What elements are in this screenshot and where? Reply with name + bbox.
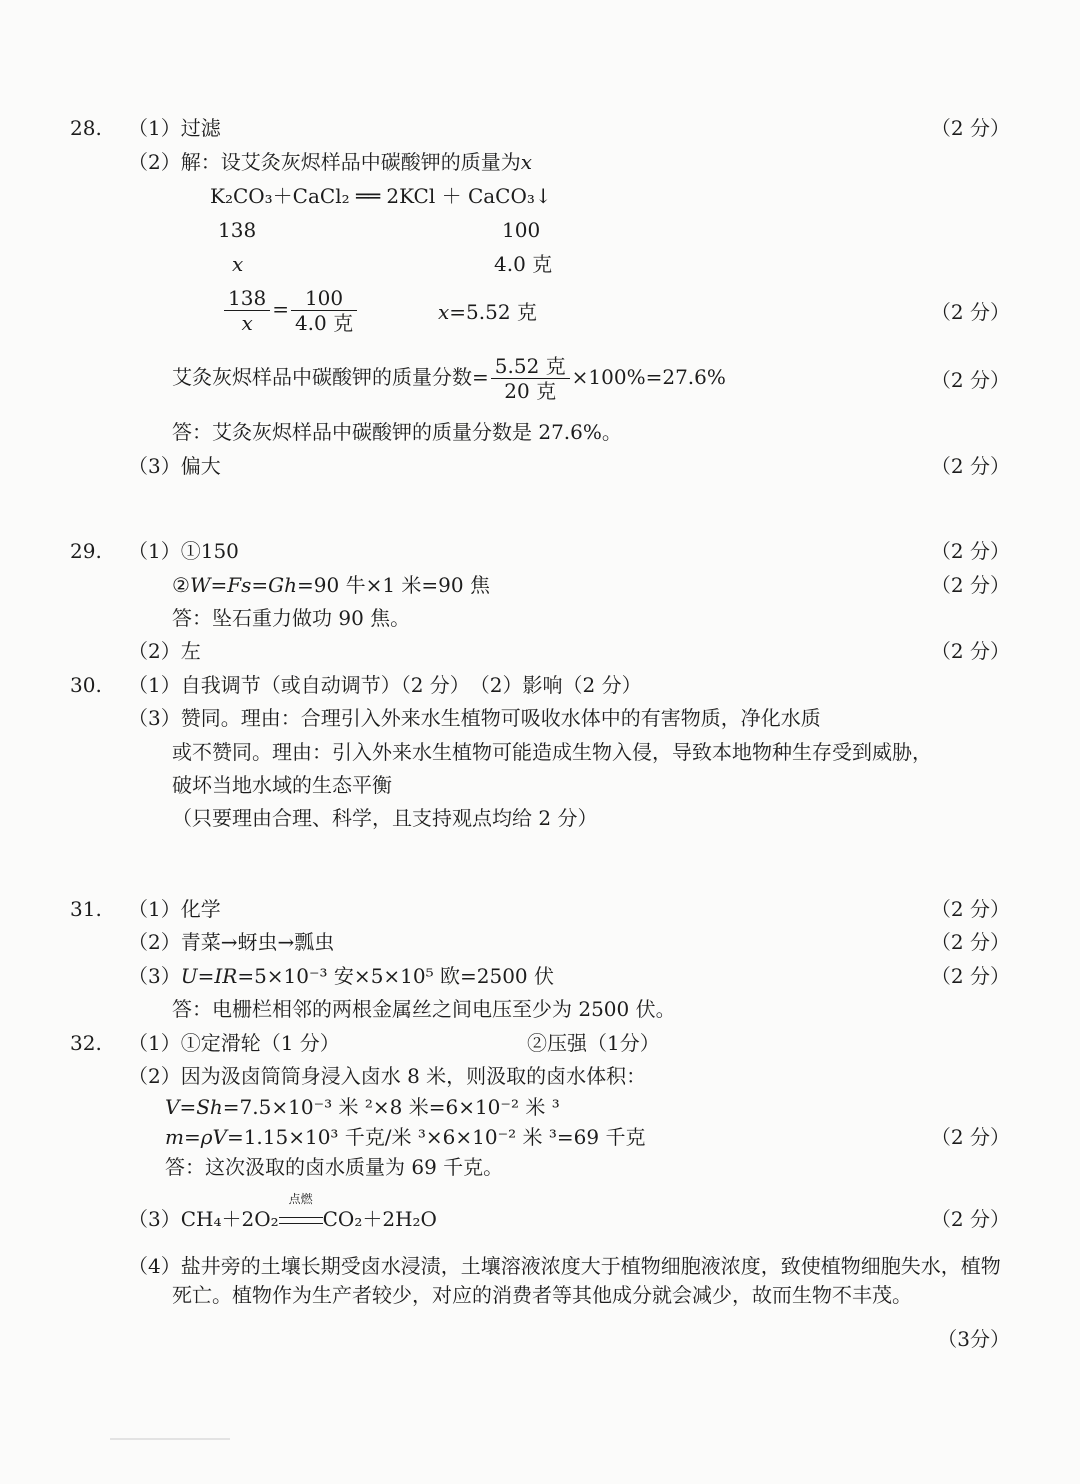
q30-part3-disagree: 或不赞同。理由：引入外来水生植物可能造成生物入侵，导致本地物种生存受到威胁， <box>172 740 932 764</box>
score: （2 分） <box>930 930 1010 954</box>
score: （2 分） <box>930 1125 1010 1149</box>
q28-mass-x: x <box>232 252 244 276</box>
q28-fraction-line: 艾灸灰烬样品中碳酸钾的质量分数= $\frac{\text{5.52 克}}{\text{20 克}}$ ×100%=27.6% <box>172 354 726 403</box>
q32-part3-equation: （3）CH₄＋2O₂ 点燃 CO₂＋2H₂O <box>128 1192 437 1231</box>
score: （2 分） <box>930 300 1010 324</box>
q29-work-formula: ②W=Fs=Gh=90 牛×1 米=90 焦 <box>172 573 490 597</box>
q28-mass-100: 100 <box>502 218 541 242</box>
q28-result: x=5.52 克 <box>438 300 537 324</box>
score: （2 分） <box>930 639 1010 663</box>
score: （2 分） <box>930 116 1010 140</box>
q31-number: 31. <box>70 897 102 921</box>
score: （2 分） <box>930 897 1010 921</box>
q30-number: 30. <box>70 673 102 697</box>
q28-number: 28. <box>70 116 102 140</box>
q32-volume: V=Sh=7.5×10⁻³ 米 ²×8 米=6×10⁻² 米 ³ <box>165 1095 560 1119</box>
q29-answer: 答：坠石重力做功 90 焦。 <box>172 606 411 630</box>
q31-answer: 答：电栅栏相邻的两根金属丝之间电压至少为 2500 伏。 <box>172 997 676 1021</box>
q28-mass-138: 138 <box>218 218 257 242</box>
q29-part1: （1）①150 <box>128 539 239 563</box>
q30-part3-agree: （3）赞同。理由：合理引入外来水生植物可吸收水体中的有害物质，净化水质 <box>128 706 821 730</box>
q32-answer: 答：这次汲取的卤水质量为 69 千克。 <box>165 1155 504 1179</box>
q32-part1a: （1）①定滑轮（1 分） <box>128 1031 340 1055</box>
q31-part3: （3）U=IR=5×10⁻³ 安×5×10⁵ 欧=2500 伏 <box>128 964 555 988</box>
q32-part2: （2）因为汲卤筒筒身浸入卤水 8 米，则汲取的卤水体积： <box>128 1064 647 1088</box>
score: （2 分） <box>930 454 1010 478</box>
q28-mass-4: 4.0 克 <box>494 252 553 276</box>
score: （2 分） <box>930 1207 1010 1231</box>
q32-mass: m=ρV=1.15×10³ 千克/米 ³×6×10⁻² 米 ³=69 千克 <box>165 1125 646 1149</box>
q28-answer: 答：艾灸灰烬样品中碳酸钾的质量分数是 27.6%。 <box>172 420 622 444</box>
q28-equation: K₂CO₃＋CaCl₂ ══ 2KCl ＋ CaCO₃↓ <box>210 184 552 208</box>
q28-part3: （3）偏大 <box>128 454 221 478</box>
q28-proportion: $\frac{138}{x}$ = $\frac{100}{\text{4.0 克}}$ <box>222 286 359 335</box>
q31-part2: （2）青菜→蚜虫→瓢虫 <box>128 930 335 954</box>
q29-part2: （2）左 <box>128 639 201 663</box>
q30-part3-cont: 破坏当地水域的生态平衡 <box>172 773 392 797</box>
score: （3分） <box>937 1327 1010 1351</box>
q28-part1: （1）过滤 <box>128 116 221 140</box>
q31-part1: （1）化学 <box>128 897 221 921</box>
q32-part4: （4）盐井旁的土壤长期受卤水浸渍，土壤溶液浓度大于植物细胞液浓度，致使植物细胞失水，植物死亡。植物作为生产者较少，对应的消费者等其他成分就会减少，故而生物不丰茂。 <box>128 1254 1001 1307</box>
q29-number: 29. <box>70 539 102 563</box>
score: （2 分） <box>930 539 1010 563</box>
score: （2 分） <box>930 573 1010 597</box>
score: （2 分） <box>930 964 1010 988</box>
q28-part2-intro: （2）解：设艾灸灰烬样品中碳酸钾的质量为x <box>128 150 533 174</box>
q32-number: 32. <box>70 1031 102 1055</box>
page-edge-mark <box>110 1438 230 1440</box>
q32-part1b: ②压强（1分） <box>527 1031 660 1055</box>
q30-note: （只要理由合理、科学，且支持观点均给 2 分） <box>172 806 598 830</box>
score: （2 分） <box>930 368 1010 392</box>
q30-part1-2: （1）自我调节（或自动调节）（2 分） （2）影响（2 分） <box>128 673 642 697</box>
